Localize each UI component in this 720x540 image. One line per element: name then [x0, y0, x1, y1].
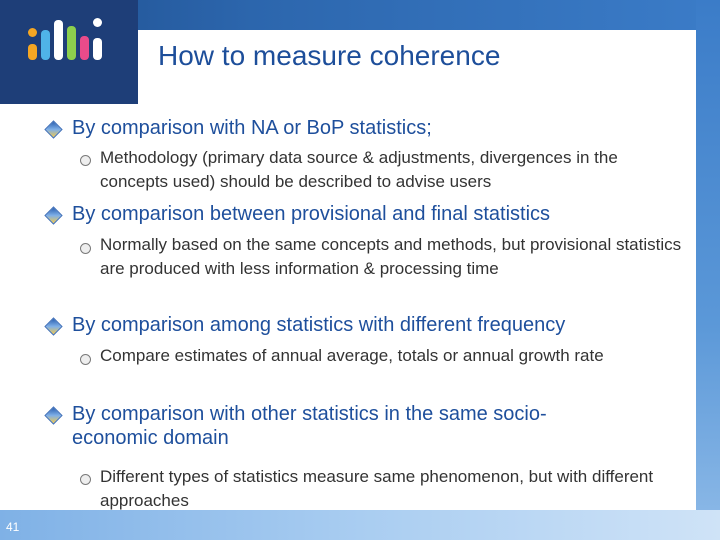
bullet-item: By comparison with NA or BoP statistics; [72, 117, 432, 139]
sub-bullet-item: Compare estimates of annual average, totals or annual growth rate [100, 346, 604, 365]
circle-bullet-icon [80, 243, 91, 254]
circle-bullet-icon [80, 354, 91, 365]
page-number: 41 [6, 520, 20, 534]
circle-bullet-icon [80, 155, 91, 166]
sub-bullet-item: Different types of statistics measure same phenomenon, but with different approaches [100, 467, 654, 510]
bullet-item: By comparison among statistics with different frequency [72, 314, 566, 336]
logo-panel [0, 0, 138, 104]
right-decorative-strip [696, 0, 720, 540]
sub-bullet-item: Normally based on the same concepts and methods, but provisional statistics are produced with less information & processing time [100, 235, 682, 278]
diamond-bullet-icon [44, 406, 62, 424]
logo-icon [28, 18, 112, 60]
slide-title: How to measure coherence [158, 40, 501, 71]
diamond-bullet-icon [44, 317, 62, 335]
diamond-bullet-icon [44, 120, 62, 138]
bullet-item: By comparison with other statistics in the same socio-economic domain [72, 403, 547, 449]
circle-bullet-icon [80, 474, 91, 485]
sub-bullet-item: Methodology (primary data source & adjustments, divergences in the concepts used) should be described to advise users [100, 148, 618, 191]
footer-band [0, 510, 720, 540]
diamond-bullet-icon [44, 206, 62, 224]
bullet-item: By comparison between provisional and final statistics [72, 203, 551, 225]
